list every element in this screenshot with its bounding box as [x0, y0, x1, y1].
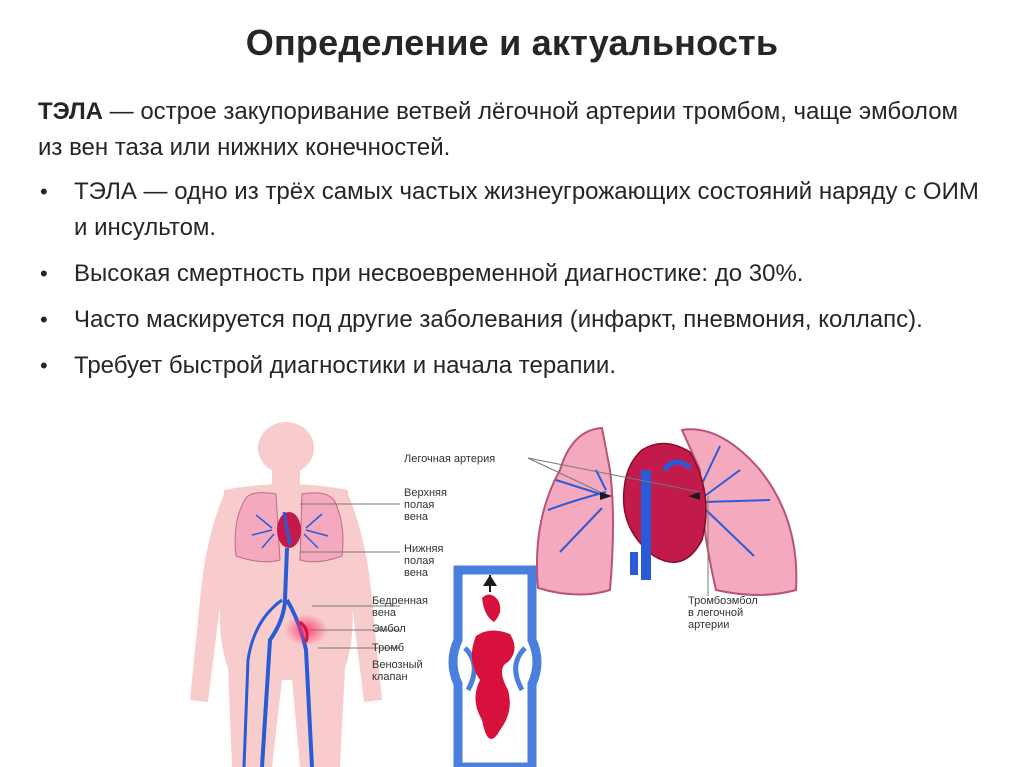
label-embolus: Эмбол	[372, 623, 406, 635]
label-svc-2: полая	[404, 499, 435, 511]
bullet-text: Требует быстрой диагностики и начала терапии.	[74, 352, 617, 379]
label-valve-1: Венозный	[372, 659, 423, 671]
page-title: Определение и актуальность	[245, 22, 779, 63]
bullet-text: ТЭЛА — одно из трёх самых частых жизнеугрожающих состояний наряду с ОИМ и инсультом.	[74, 178, 979, 241]
label-femoral-1: Бедренная	[372, 595, 428, 607]
label-te-3: артерии	[688, 619, 730, 631]
definition-text: — острое закупоривание ветвей лёгочной артерии тромбом, чаще эмболом из вен таза или нижних конечностей.	[38, 98, 959, 161]
lungs-heart	[537, 428, 796, 595]
definition-term: ТЭЛА	[38, 98, 103, 125]
label-pulmonary-artery: Легочная артерия	[404, 453, 496, 465]
label-ivc-2: полая	[404, 555, 435, 567]
label-te-1: Тромбоэмбол	[688, 595, 758, 607]
bullet-icon: •	[40, 179, 48, 204]
label-group-right	[688, 595, 758, 631]
bullet-icon: •	[40, 307, 48, 332]
label-ivc-3: вена	[404, 567, 429, 579]
label-svc-3: вена	[404, 511, 429, 523]
label-te-2: в легочной	[688, 607, 744, 619]
bullet-icon: •	[40, 261, 48, 286]
label-femoral-2: вена	[372, 607, 397, 619]
bullet-icon: •	[40, 353, 48, 378]
label-valve-2: клапан	[372, 671, 408, 683]
label-ivc-1: Нижняя	[404, 543, 444, 555]
bullet-text: Часто маскируется под другие заболевания (инфаркт, пневмония, коллапс).	[74, 306, 923, 333]
label-thrombus: Тромб	[372, 642, 405, 654]
vein-section	[453, 570, 537, 767]
label-svc-1: Верхняя	[404, 487, 447, 499]
bullet-text: Высокая смертность при несвоевременной диагностике: до 30%.	[74, 260, 804, 287]
